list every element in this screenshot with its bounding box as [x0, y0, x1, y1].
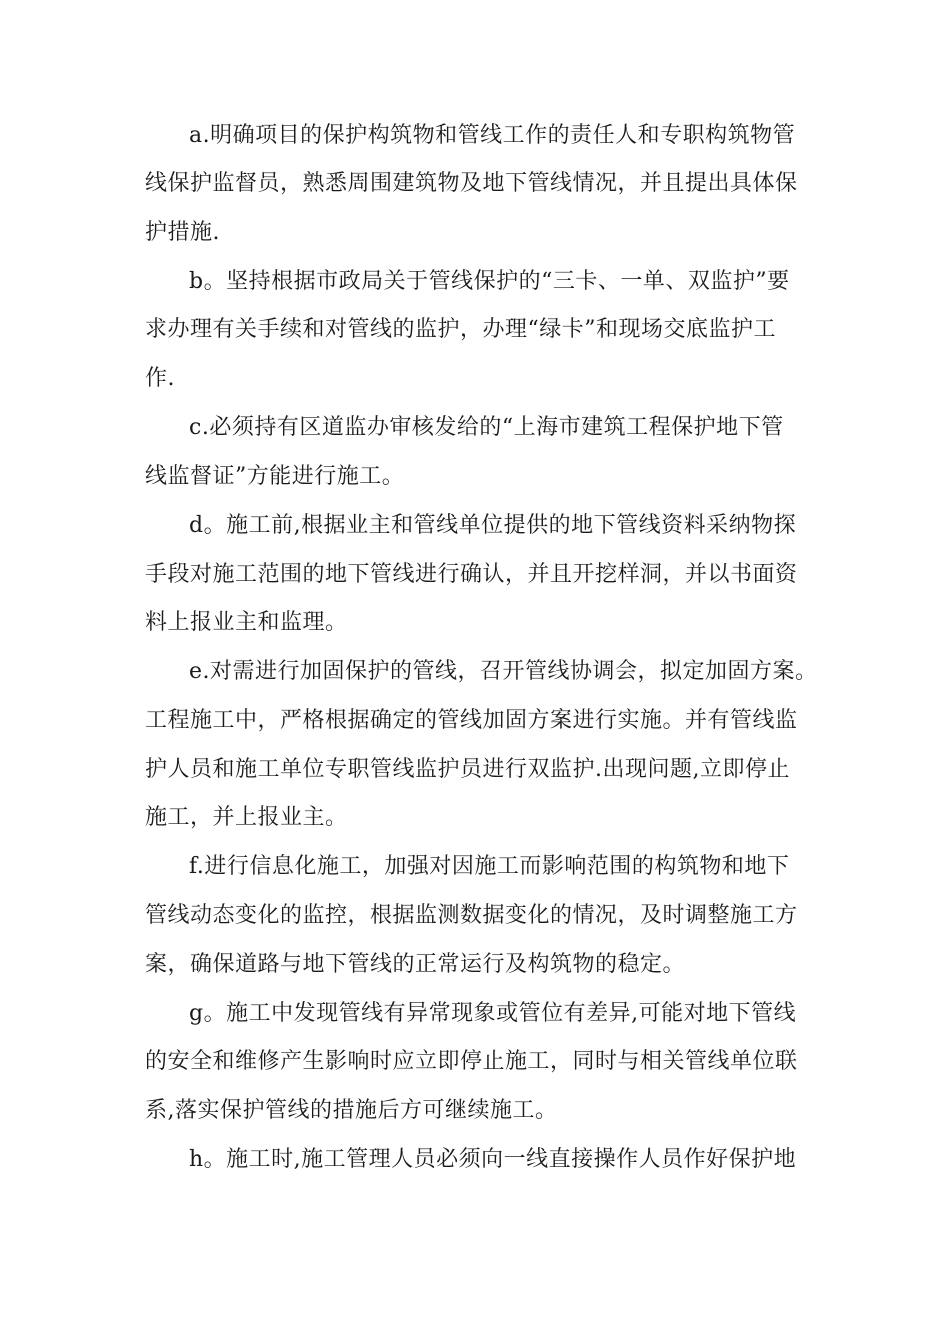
- paragraph-a-line-3: 护措施.: [145, 220, 220, 245]
- paragraph-d-line-3: 料上报业主和监理。: [145, 610, 348, 635]
- paragraph-d-line-1: d。施工前,根据业主和管线单位提供的地下管线资料采纳物探: [189, 513, 797, 538]
- paragraph-d-line-2: 手段对施工范围的地下管线进行确认，并且开挖样洞，并以书面资: [145, 562, 798, 587]
- paragraph-a-line-1: a.明确项目的保护构筑物和管线工作的责任人和专职构筑物管: [189, 123, 796, 148]
- paragraph-g-line-3: 系,落实保护管线的措施后方可继续施工。: [145, 1098, 558, 1123]
- paragraph-g-line-2: 的安全和维修产生影响时应立即停止施工，同时与相关管线单位联: [145, 1049, 798, 1074]
- paragraph-b-line-1: b。坚持根据市政局关于管线保护的“三卡、一单、双监护”要: [189, 269, 790, 294]
- paragraph-f-line-2: 管线动态变化的监控，根据监测数据变化的情况，及时调整施工方: [145, 903, 798, 928]
- paragraph-f-line-3: 案，确保道路与地下管线的正常运行及构筑物的稳定。: [145, 952, 686, 977]
- paragraph-e-line-4: 施工，并上报业主。: [145, 805, 348, 830]
- paragraph-e-line-3: 护人员和施工单位专职管线监护员进行双监护.出现问题,立即停止: [145, 757, 790, 782]
- paragraph-a-line-2: 线保护监督员，熟悉周围建筑物及地下管线情况，并且提出具体保: [145, 171, 798, 196]
- paragraph-b-line-3: 作.: [145, 366, 175, 391]
- paragraph-c-line-2: 线监督证”方能进行施工。: [145, 464, 405, 489]
- paragraph-g-line-1: g。施工中发现管线有异常现象或管位有差异,可能对地下管线: [189, 1001, 797, 1026]
- paragraph-h-line-1: h。施工时,施工管理人员必须向一线直接操作人员作好保护地: [189, 1147, 797, 1172]
- paragraph-c-line-1: c.必须持有区道监办审核发给的“上海市建筑工程保护地下管: [189, 415, 784, 440]
- paragraph-b-line-2: 求办理有关手续和对管线的监护，办理“绿卡”和现场交底监护工: [145, 317, 776, 342]
- paragraph-e-line-2: 工程施工中，严格根据确定的管线加固方案进行实施。并有管线监: [145, 708, 798, 733]
- paragraph-f-line-1: f.进行信息化施工，加强对因施工而影响范围的构筑物和地下: [189, 854, 790, 879]
- paragraph-e-line-1: e.对需进行加固保护的管线，召开管线协调会，拟定加固方案。: [189, 659, 818, 684]
